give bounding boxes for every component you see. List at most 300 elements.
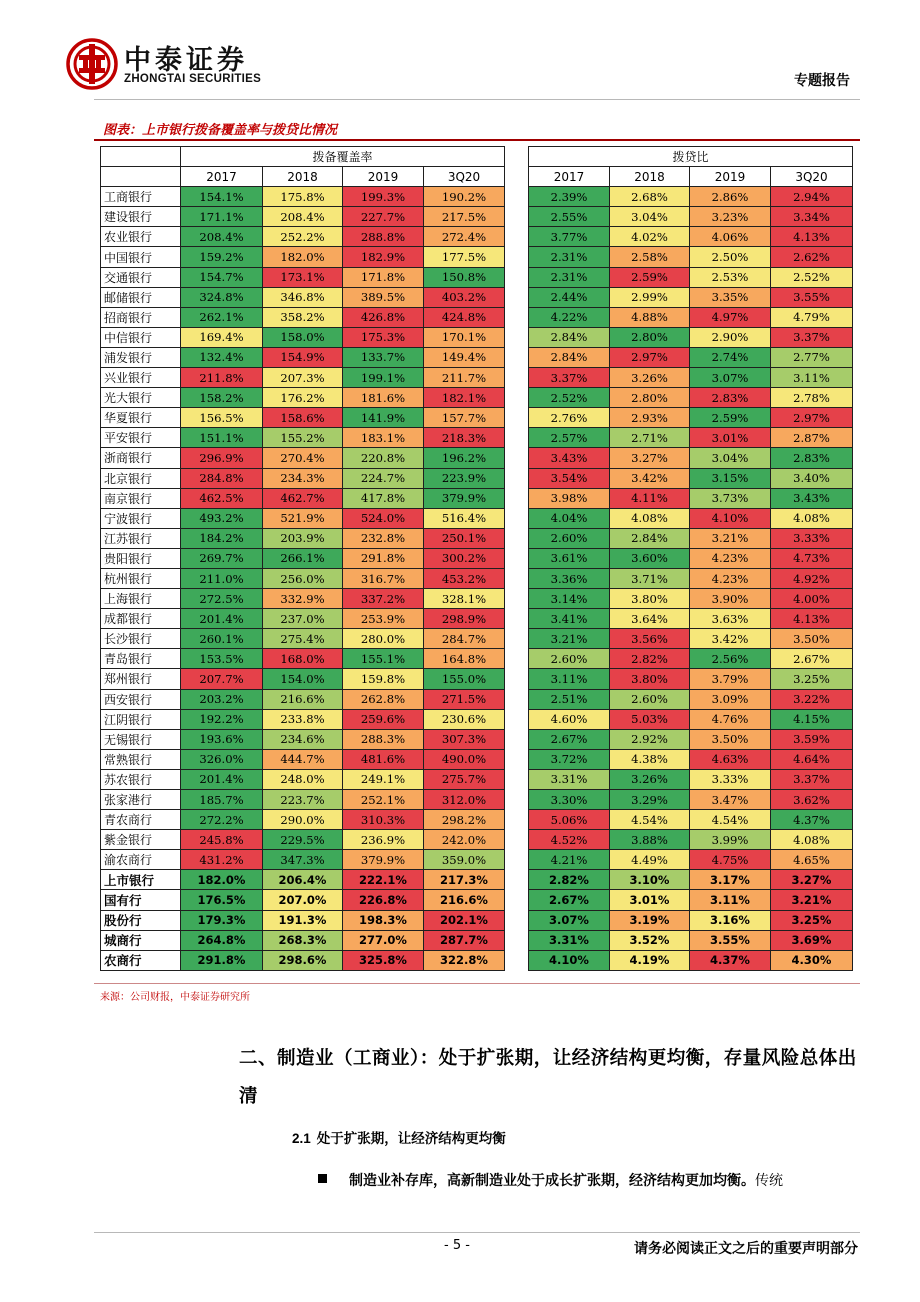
bank-name-cell: 光大银行 bbox=[101, 388, 181, 408]
coverage-cell: 269.7% bbox=[181, 548, 263, 568]
table-row bbox=[101, 830, 853, 850]
ratio-cell: 4.08% bbox=[771, 830, 853, 850]
bank-name-cell: 江阴银行 bbox=[101, 709, 181, 729]
ratio-cell: 2.86% bbox=[690, 187, 771, 207]
ratio-cell: 2.55% bbox=[529, 207, 610, 227]
coverage-cell: 328.1% bbox=[424, 589, 505, 609]
ratio-cell: 2.76% bbox=[529, 408, 610, 428]
gap-cell bbox=[505, 930, 529, 950]
bank-name-cell: 紫金银行 bbox=[101, 830, 181, 850]
table-row bbox=[101, 850, 853, 870]
table-row bbox=[101, 649, 853, 669]
ratio-cell: 4.75% bbox=[690, 850, 771, 870]
coverage-cell: 296.9% bbox=[181, 448, 263, 468]
coverage-cell: 196.2% bbox=[424, 448, 505, 468]
ratio-cell: 3.62% bbox=[771, 790, 853, 810]
table-row bbox=[101, 468, 853, 488]
table-row bbox=[101, 589, 853, 609]
coverage-cell: 325.8% bbox=[343, 950, 424, 970]
ratio-cell: 2.52% bbox=[529, 388, 610, 408]
figure-title-rule bbox=[94, 139, 860, 141]
ratio-cell: 3.88% bbox=[610, 830, 690, 850]
bank-name-cell: 国有行 bbox=[101, 890, 181, 910]
coverage-cell: 266.1% bbox=[263, 548, 343, 568]
coverage-cell: 211.0% bbox=[181, 568, 263, 588]
coverage-cell: 237.0% bbox=[263, 609, 343, 629]
ratio-cell: 4.06% bbox=[690, 227, 771, 247]
ratio-cell: 2.80% bbox=[610, 327, 690, 347]
coverage-cell: 150.8% bbox=[424, 267, 505, 287]
coverage-cell: 153.5% bbox=[181, 649, 263, 669]
bank-name-cell: 兴业银行 bbox=[101, 368, 181, 388]
bank-name-cell: 渝农商行 bbox=[101, 850, 181, 870]
coverage-cell: 224.7% bbox=[343, 468, 424, 488]
bank-name-cell: 建设银行 bbox=[101, 207, 181, 227]
ratio-cell: 3.80% bbox=[610, 669, 690, 689]
bullet-text: 传统 bbox=[755, 1173, 783, 1189]
ratio-cell: 3.25% bbox=[771, 910, 853, 930]
table-row bbox=[101, 568, 853, 588]
table-row bbox=[101, 528, 853, 548]
year-header: 2017 bbox=[181, 167, 263, 187]
coverage-cell: 201.4% bbox=[181, 769, 263, 789]
ratio-cell: 2.93% bbox=[610, 408, 690, 428]
coverage-cell: 284.8% bbox=[181, 468, 263, 488]
ratio-cell: 3.31% bbox=[529, 769, 610, 789]
gap-cell bbox=[505, 448, 529, 468]
figure-source: 来源：公司财报，中泰证券研究所 bbox=[100, 992, 250, 1003]
ratio-cell: 4.10% bbox=[529, 950, 610, 970]
coverage-cell: 234.3% bbox=[263, 468, 343, 488]
coverage-cell: 230.6% bbox=[424, 709, 505, 729]
coverage-cell: 290.0% bbox=[263, 810, 343, 830]
ratio-cell: 4.23% bbox=[690, 568, 771, 588]
footer-disclaimer: 请务必阅读正文之后的重要声明部分 bbox=[634, 1241, 858, 1257]
ratio-cell: 4.73% bbox=[771, 548, 853, 568]
ratio-cell: 3.33% bbox=[690, 769, 771, 789]
coverage-cell: 379.9% bbox=[343, 850, 424, 870]
ratio-cell: 3.26% bbox=[610, 769, 690, 789]
ratio-cell: 3.01% bbox=[610, 890, 690, 910]
bank-name-cell: 杭州银行 bbox=[101, 568, 181, 588]
ratio-cell: 4.79% bbox=[771, 307, 853, 327]
coverage-cell: 322.8% bbox=[424, 950, 505, 970]
ratio-cell: 3.47% bbox=[690, 790, 771, 810]
year-header: 2019 bbox=[690, 167, 771, 187]
coverage-cell: 207.3% bbox=[263, 368, 343, 388]
gap-cell bbox=[505, 689, 529, 709]
coverage-cell: 203.9% bbox=[263, 528, 343, 548]
bank-name-cell: 平安银行 bbox=[101, 428, 181, 448]
ratio-cell: 3.77% bbox=[529, 227, 610, 247]
coverage-cell: 298.9% bbox=[424, 609, 505, 629]
coverage-cell: 481.6% bbox=[343, 749, 424, 769]
coverage-cell: 141.9% bbox=[343, 408, 424, 428]
table-row bbox=[101, 207, 853, 227]
source-divider bbox=[94, 983, 860, 984]
table-row bbox=[101, 729, 853, 749]
coverage-cell: 245.8% bbox=[181, 830, 263, 850]
ratio-cell: 4.64% bbox=[771, 749, 853, 769]
ratio-cell: 3.07% bbox=[529, 910, 610, 930]
bank-name-cell: 苏农银行 bbox=[101, 769, 181, 789]
table-row bbox=[101, 890, 853, 910]
gap-cell bbox=[505, 749, 529, 769]
coverage-cell: 158.0% bbox=[263, 327, 343, 347]
coverage-cell: 211.7% bbox=[424, 368, 505, 388]
table-row bbox=[101, 448, 853, 468]
coverage-cell: 177.5% bbox=[424, 247, 505, 267]
gap-cell bbox=[505, 810, 529, 830]
gap-cell bbox=[505, 368, 529, 388]
coverage-cell: 462.5% bbox=[181, 488, 263, 508]
coverage-cell: 182.0% bbox=[181, 870, 263, 890]
coverage-cell: 242.0% bbox=[424, 830, 505, 850]
coverage-cell: 217.5% bbox=[424, 207, 505, 227]
coverage-cell: 300.2% bbox=[424, 548, 505, 568]
coverage-cell: 379.9% bbox=[424, 488, 505, 508]
ratio-cell: 4.52% bbox=[529, 830, 610, 850]
ratio-cell: 4.10% bbox=[690, 508, 771, 528]
ratio-cell: 2.57% bbox=[529, 428, 610, 448]
coverage-cell: 262.1% bbox=[181, 307, 263, 327]
coverage-cell: 183.1% bbox=[343, 428, 424, 448]
coverage-cell: 431.2% bbox=[181, 850, 263, 870]
coverage-cell: 158.6% bbox=[263, 408, 343, 428]
gap-cell bbox=[505, 187, 529, 207]
ratio-cell: 3.11% bbox=[771, 368, 853, 388]
coverage-cell: 253.9% bbox=[343, 609, 424, 629]
ratio-cell: 3.15% bbox=[690, 468, 771, 488]
ratio-cell: 4.54% bbox=[610, 810, 690, 830]
ratio-cell: 4.08% bbox=[610, 508, 690, 528]
ratio-cell: 3.63% bbox=[690, 609, 771, 629]
coverage-cell: 275.4% bbox=[263, 629, 343, 649]
table-row bbox=[101, 810, 853, 830]
coverage-cell: 252.2% bbox=[263, 227, 343, 247]
coverage-cell: 234.6% bbox=[263, 729, 343, 749]
ratio-cell: 4.37% bbox=[771, 810, 853, 830]
table-row bbox=[101, 287, 853, 307]
gap-cell bbox=[505, 147, 529, 167]
ratio-cell: 2.87% bbox=[771, 428, 853, 448]
table-row bbox=[101, 548, 853, 568]
table-row bbox=[101, 669, 853, 689]
coverage-cell: 275.7% bbox=[424, 769, 505, 789]
ratio-cell: 3.04% bbox=[690, 448, 771, 468]
coverage-cell: 155.2% bbox=[263, 428, 343, 448]
bank-name-cell: 西安银行 bbox=[101, 689, 181, 709]
coverage-cell: 179.3% bbox=[181, 910, 263, 930]
bank-name-cell: 青农商行 bbox=[101, 810, 181, 830]
coverage-cell: 173.1% bbox=[263, 267, 343, 287]
table-row bbox=[101, 609, 853, 629]
ratio-cell: 2.56% bbox=[690, 649, 771, 669]
coverage-cell: 158.2% bbox=[181, 388, 263, 408]
coverage-cell: 202.1% bbox=[424, 910, 505, 930]
ratio-cell: 3.60% bbox=[610, 548, 690, 568]
zhongtai-logo-icon bbox=[66, 38, 118, 90]
gap-cell bbox=[505, 388, 529, 408]
coverage-cell: 217.3% bbox=[424, 870, 505, 890]
coverage-cell: 154.7% bbox=[181, 267, 263, 287]
coverage-cell: 256.0% bbox=[263, 568, 343, 588]
ratio-cell: 4.08% bbox=[771, 508, 853, 528]
ratio-cell: 3.01% bbox=[690, 428, 771, 448]
ratio-cell: 3.27% bbox=[610, 448, 690, 468]
coverage-cell: 191.3% bbox=[263, 910, 343, 930]
ratio-cell: 2.31% bbox=[529, 267, 610, 287]
coverage-cell: 208.4% bbox=[181, 227, 263, 247]
table-row bbox=[101, 347, 853, 367]
gap-cell bbox=[505, 528, 529, 548]
coverage-cell: 181.6% bbox=[343, 388, 424, 408]
ratio-cell: 2.84% bbox=[610, 528, 690, 548]
table-row bbox=[101, 709, 853, 729]
bank-name-cell: 华夏银行 bbox=[101, 408, 181, 428]
ratio-cell: 3.50% bbox=[690, 729, 771, 749]
coverage-cell: 417.8% bbox=[343, 488, 424, 508]
ratio-cell: 3.35% bbox=[690, 287, 771, 307]
ratio-cell: 2.97% bbox=[610, 347, 690, 367]
coverage-cell: 424.8% bbox=[424, 307, 505, 327]
provision-table bbox=[100, 146, 853, 971]
coverage-cell: 272.4% bbox=[424, 227, 505, 247]
coverage-cell: 337.2% bbox=[343, 589, 424, 609]
coverage-cell: 220.8% bbox=[343, 448, 424, 468]
ratio-cell: 3.43% bbox=[771, 488, 853, 508]
corner-cell bbox=[101, 147, 181, 167]
gap-cell bbox=[505, 488, 529, 508]
bank-name-cell: 成都银行 bbox=[101, 609, 181, 629]
coverage-cell: 310.3% bbox=[343, 810, 424, 830]
ratio-cell: 3.21% bbox=[771, 890, 853, 910]
coverage-cell: 490.0% bbox=[424, 749, 505, 769]
gap-cell bbox=[505, 910, 529, 930]
ratio-cell: 4.54% bbox=[690, 810, 771, 830]
coverage-cell: 176.2% bbox=[263, 388, 343, 408]
ratio-cell: 2.50% bbox=[690, 247, 771, 267]
coverage-cell: 170.1% bbox=[424, 327, 505, 347]
header-divider bbox=[94, 99, 860, 100]
coverage-cell: 288.8% bbox=[343, 227, 424, 247]
ratio-cell: 2.97% bbox=[771, 408, 853, 428]
ratio-cell: 2.83% bbox=[771, 448, 853, 468]
coverage-cell: 291.8% bbox=[181, 950, 263, 970]
ratio-cell: 5.06% bbox=[529, 810, 610, 830]
coverage-cell: 154.9% bbox=[263, 347, 343, 367]
coverage-cell: 332.9% bbox=[263, 589, 343, 609]
ratio-cell: 2.60% bbox=[529, 528, 610, 548]
bank-name-cell: 贵阳银行 bbox=[101, 548, 181, 568]
bullet-bold-text: 制造业补存库，高新制造业处于成长扩张期，经济结构更加均衡。 bbox=[349, 1173, 755, 1189]
bank-name-cell: 交通银行 bbox=[101, 267, 181, 287]
ratio-cell: 2.62% bbox=[771, 247, 853, 267]
coverage-cell: 516.4% bbox=[424, 508, 505, 528]
ratio-cell: 3.23% bbox=[690, 207, 771, 227]
group-header-ratio: 拨贷比 bbox=[529, 147, 853, 167]
coverage-cell: 284.7% bbox=[424, 629, 505, 649]
ratio-cell: 4.37% bbox=[690, 950, 771, 970]
gap-cell bbox=[505, 830, 529, 850]
coverage-cell: 222.1% bbox=[343, 870, 424, 890]
coverage-cell: 280.0% bbox=[343, 629, 424, 649]
coverage-cell: 233.8% bbox=[263, 709, 343, 729]
coverage-cell: 198.3% bbox=[343, 910, 424, 930]
bank-name-cell: 浦发银行 bbox=[101, 347, 181, 367]
coverage-cell: 157.7% bbox=[424, 408, 505, 428]
ratio-cell: 3.55% bbox=[690, 930, 771, 950]
ratio-cell: 2.92% bbox=[610, 729, 690, 749]
coverage-cell: 133.7% bbox=[343, 347, 424, 367]
bank-name-cell: 上市银行 bbox=[101, 870, 181, 890]
coverage-cell: 203.2% bbox=[181, 689, 263, 709]
bank-name-cell: 农商行 bbox=[101, 950, 181, 970]
coverage-cell: 176.5% bbox=[181, 890, 263, 910]
ratio-cell: 2.67% bbox=[529, 890, 610, 910]
coverage-cell: 154.0% bbox=[263, 669, 343, 689]
ratio-cell: 4.15% bbox=[771, 709, 853, 729]
ratio-cell: 3.40% bbox=[771, 468, 853, 488]
ratio-cell: 3.69% bbox=[771, 930, 853, 950]
ratio-cell: 4.22% bbox=[529, 307, 610, 327]
table-row bbox=[101, 790, 853, 810]
ratio-cell: 3.59% bbox=[771, 729, 853, 749]
ratio-cell: 3.11% bbox=[529, 669, 610, 689]
subsection-text: 处于扩张期，让经济结构更均衡 bbox=[316, 1131, 506, 1147]
ratio-cell: 3.30% bbox=[529, 790, 610, 810]
ratio-cell: 2.67% bbox=[529, 729, 610, 749]
ratio-cell: 3.33% bbox=[771, 528, 853, 548]
ratio-cell: 3.21% bbox=[529, 629, 610, 649]
gap-cell bbox=[505, 870, 529, 890]
ratio-cell: 3.98% bbox=[529, 488, 610, 508]
coverage-cell: 288.3% bbox=[343, 729, 424, 749]
coverage-cell: 171.8% bbox=[343, 267, 424, 287]
ratio-cell: 5.03% bbox=[610, 709, 690, 729]
coverage-cell: 207.0% bbox=[263, 890, 343, 910]
ratio-cell: 3.17% bbox=[690, 870, 771, 890]
ratio-cell: 4.00% bbox=[771, 589, 853, 609]
gap-cell bbox=[505, 408, 529, 428]
coverage-cell: 259.6% bbox=[343, 709, 424, 729]
gap-cell bbox=[505, 508, 529, 528]
coverage-cell: 168.0% bbox=[263, 649, 343, 669]
gap-cell bbox=[505, 729, 529, 749]
coverage-cell: 192.2% bbox=[181, 709, 263, 729]
coverage-cell: 271.5% bbox=[424, 689, 505, 709]
subsection-title bbox=[292, 1127, 506, 1147]
coverage-cell: 199.1% bbox=[343, 368, 424, 388]
coverage-cell: 218.3% bbox=[424, 428, 505, 448]
year-header: 2017 bbox=[529, 167, 610, 187]
coverage-cell: 250.1% bbox=[424, 528, 505, 548]
table-row bbox=[101, 368, 853, 388]
table-row bbox=[101, 187, 853, 207]
ratio-cell: 3.31% bbox=[529, 930, 610, 950]
ratio-cell: 2.80% bbox=[610, 388, 690, 408]
coverage-cell: 216.6% bbox=[424, 890, 505, 910]
coverage-cell: 229.5% bbox=[263, 830, 343, 850]
gap-cell bbox=[505, 568, 529, 588]
gap-cell bbox=[505, 890, 529, 910]
group-header-coverage: 拨备覆盖率 bbox=[181, 147, 505, 167]
ratio-cell: 2.60% bbox=[610, 689, 690, 709]
coverage-cell: 260.1% bbox=[181, 629, 263, 649]
table-row bbox=[101, 930, 853, 950]
ratio-cell: 4.13% bbox=[771, 609, 853, 629]
ratio-cell: 3.41% bbox=[529, 609, 610, 629]
coverage-cell: 270.4% bbox=[263, 448, 343, 468]
coverage-cell: 132.4% bbox=[181, 347, 263, 367]
ratio-cell: 3.27% bbox=[771, 870, 853, 890]
ratio-cell: 3.42% bbox=[690, 629, 771, 649]
ratio-cell: 4.60% bbox=[529, 709, 610, 729]
gap-cell bbox=[505, 850, 529, 870]
coverage-cell: 185.7% bbox=[181, 790, 263, 810]
ratio-cell: 3.72% bbox=[529, 749, 610, 769]
bank-name-cell: 股份行 bbox=[101, 910, 181, 930]
ratio-cell: 2.82% bbox=[610, 649, 690, 669]
ratio-cell: 3.99% bbox=[690, 830, 771, 850]
ratio-cell: 3.55% bbox=[771, 287, 853, 307]
coverage-cell: 312.0% bbox=[424, 790, 505, 810]
coverage-cell: 171.1% bbox=[181, 207, 263, 227]
coverage-cell: 346.8% bbox=[263, 287, 343, 307]
ratio-cell: 2.68% bbox=[610, 187, 690, 207]
ratio-cell: 3.71% bbox=[610, 568, 690, 588]
ratio-cell: 3.73% bbox=[690, 488, 771, 508]
ratio-cell: 4.30% bbox=[771, 950, 853, 970]
ratio-cell: 2.94% bbox=[771, 187, 853, 207]
year-header: 2018 bbox=[263, 167, 343, 187]
gap-cell bbox=[505, 327, 529, 347]
ratio-cell: 2.83% bbox=[690, 388, 771, 408]
coverage-cell: 236.9% bbox=[343, 830, 424, 850]
gap-cell bbox=[505, 347, 529, 367]
bank-name-cell: 北京银行 bbox=[101, 468, 181, 488]
year-header: 3Q20 bbox=[771, 167, 853, 187]
coverage-cell: 182.1% bbox=[424, 388, 505, 408]
gap-cell bbox=[505, 207, 529, 227]
table-row bbox=[101, 247, 853, 267]
gap-cell bbox=[505, 589, 529, 609]
table-row bbox=[101, 307, 853, 327]
coverage-cell: 268.3% bbox=[263, 930, 343, 950]
ratio-cell: 2.84% bbox=[529, 347, 610, 367]
ratio-cell: 3.10% bbox=[610, 870, 690, 890]
year-header: 3Q20 bbox=[424, 167, 505, 187]
coverage-cell: 182.0% bbox=[263, 247, 343, 267]
coverage-cell: 149.4% bbox=[424, 347, 505, 367]
ratio-cell: 3.22% bbox=[771, 689, 853, 709]
coverage-cell: 298.2% bbox=[424, 810, 505, 830]
bullet-paragraph bbox=[318, 1170, 783, 1190]
coverage-cell: 426.8% bbox=[343, 307, 424, 327]
coverage-cell: 151.1% bbox=[181, 428, 263, 448]
bank-name-cell: 邮储银行 bbox=[101, 287, 181, 307]
bank-name-cell: 招商银行 bbox=[101, 307, 181, 327]
coverage-cell: 277.0% bbox=[343, 930, 424, 950]
ratio-cell: 3.64% bbox=[610, 609, 690, 629]
gap-cell bbox=[505, 769, 529, 789]
ratio-cell: 2.39% bbox=[529, 187, 610, 207]
ratio-cell: 2.67% bbox=[771, 649, 853, 669]
bank-name-cell: 南京银行 bbox=[101, 488, 181, 508]
gap-cell bbox=[505, 950, 529, 970]
bank-name-cell: 青岛银行 bbox=[101, 649, 181, 669]
ratio-cell: 4.13% bbox=[771, 227, 853, 247]
